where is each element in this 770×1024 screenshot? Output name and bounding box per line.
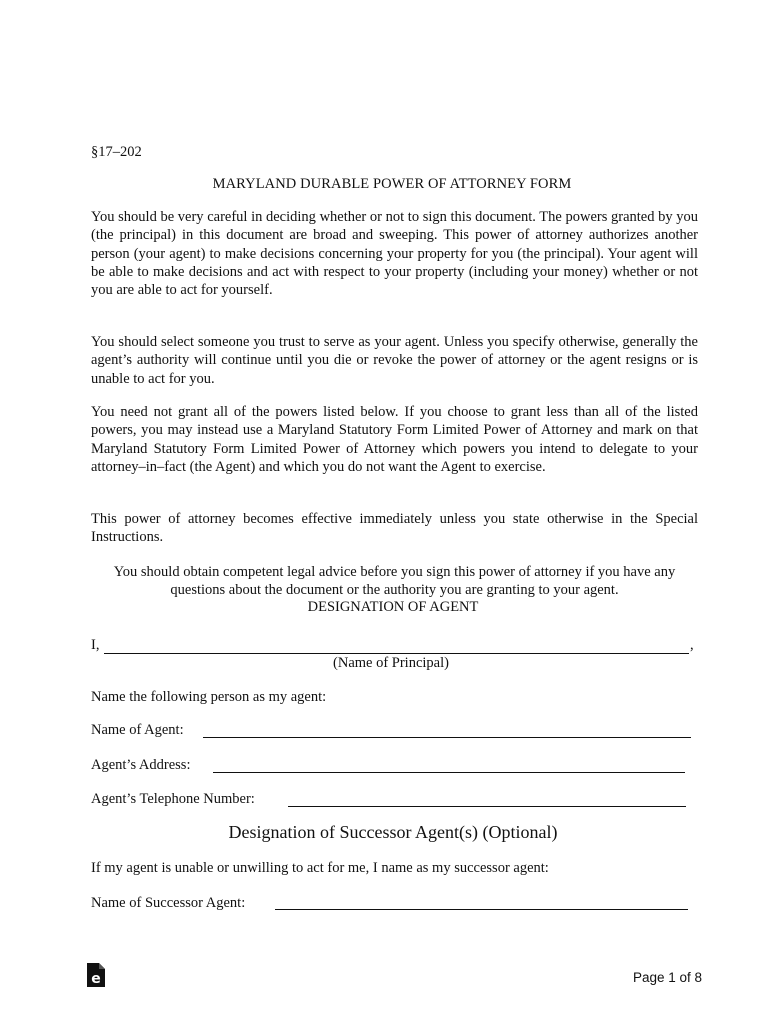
successor-name-field[interactable] — [275, 909, 688, 910]
successor-intro: If my agent is unable or unwilling to act for me, I name as my successor agent: — [91, 860, 549, 876]
principal-suffix: , — [690, 637, 694, 653]
successor-name-label: Name of Successor Agent: — [91, 895, 246, 911]
intro-paragraph-4: This power of attorney becomes effective immediately unless you state otherwise in the Special Instructions. — [91, 511, 698, 546]
principal-name-field[interactable] — [104, 653, 689, 654]
agent-phone-label: Agent’s Telephone Number: — [91, 791, 255, 807]
successor-heading: Designation of Successor Agent(s) (Optional) — [228, 822, 558, 842]
intro-paragraph-1: You should be very careful in deciding whether or not to sign this document. The powers granted by you (the principal) in this document are broad and sweeping. This power of attorney authorizes another person (your agent) to make decisions concerning your property for you (the principal). Your agent will be able to make decisions and act with respect to your property (including your money) whether or not you are able to act for yourself. — [91, 209, 698, 299]
agent-address-field[interactable] — [213, 772, 685, 773]
intro-paragraph-2: You should select someone you trust to serve as your agent. Unless you specify otherwise, generally the agent’s authority will continue until you die or revoke the power of attorney or the agent resigns or is unable to act for you. — [91, 334, 698, 387]
document-title: MARYLAND DURABLE POWER OF ATTORNEY FORM — [212, 176, 572, 192]
page-number: Page 1 of 8 — [632, 970, 702, 985]
agent-name-field[interactable] — [203, 737, 691, 738]
section-reference: §17–202 — [91, 144, 142, 160]
name-following-label: Name the following person as my agent: — [91, 689, 327, 705]
intro-paragraph-5: You should obtain competent legal advice before you sign this power of attorney if you have any questions about the document or the authority you are granting to your agent. — [113, 564, 676, 599]
svg-text:e: e — [91, 971, 101, 987]
eforms-logo-icon — [86, 962, 106, 988]
intro-paragraph-3: You need not grant all of the powers listed below. If you choose to grant less than all of the listed powers, you may instead use a Maryland Statutory Form Limited Power of Attorney and mark on that Maryland Statutory Form Limited Power of Attorney which powers you intend to delegate to your attorney–in–fact (the Agent) and which you do not want the Agent to exercise. — [91, 404, 698, 475]
agent-phone-field[interactable] — [288, 806, 686, 807]
agent-name-label: Name of Agent: — [91, 722, 184, 738]
agent-address-label: Agent’s Address: — [91, 757, 191, 773]
principal-caption: (Name of Principal) — [333, 655, 449, 671]
principal-prefix: I, — [91, 637, 100, 653]
designation-heading: DESIGNATION OF AGENT — [307, 599, 479, 615]
